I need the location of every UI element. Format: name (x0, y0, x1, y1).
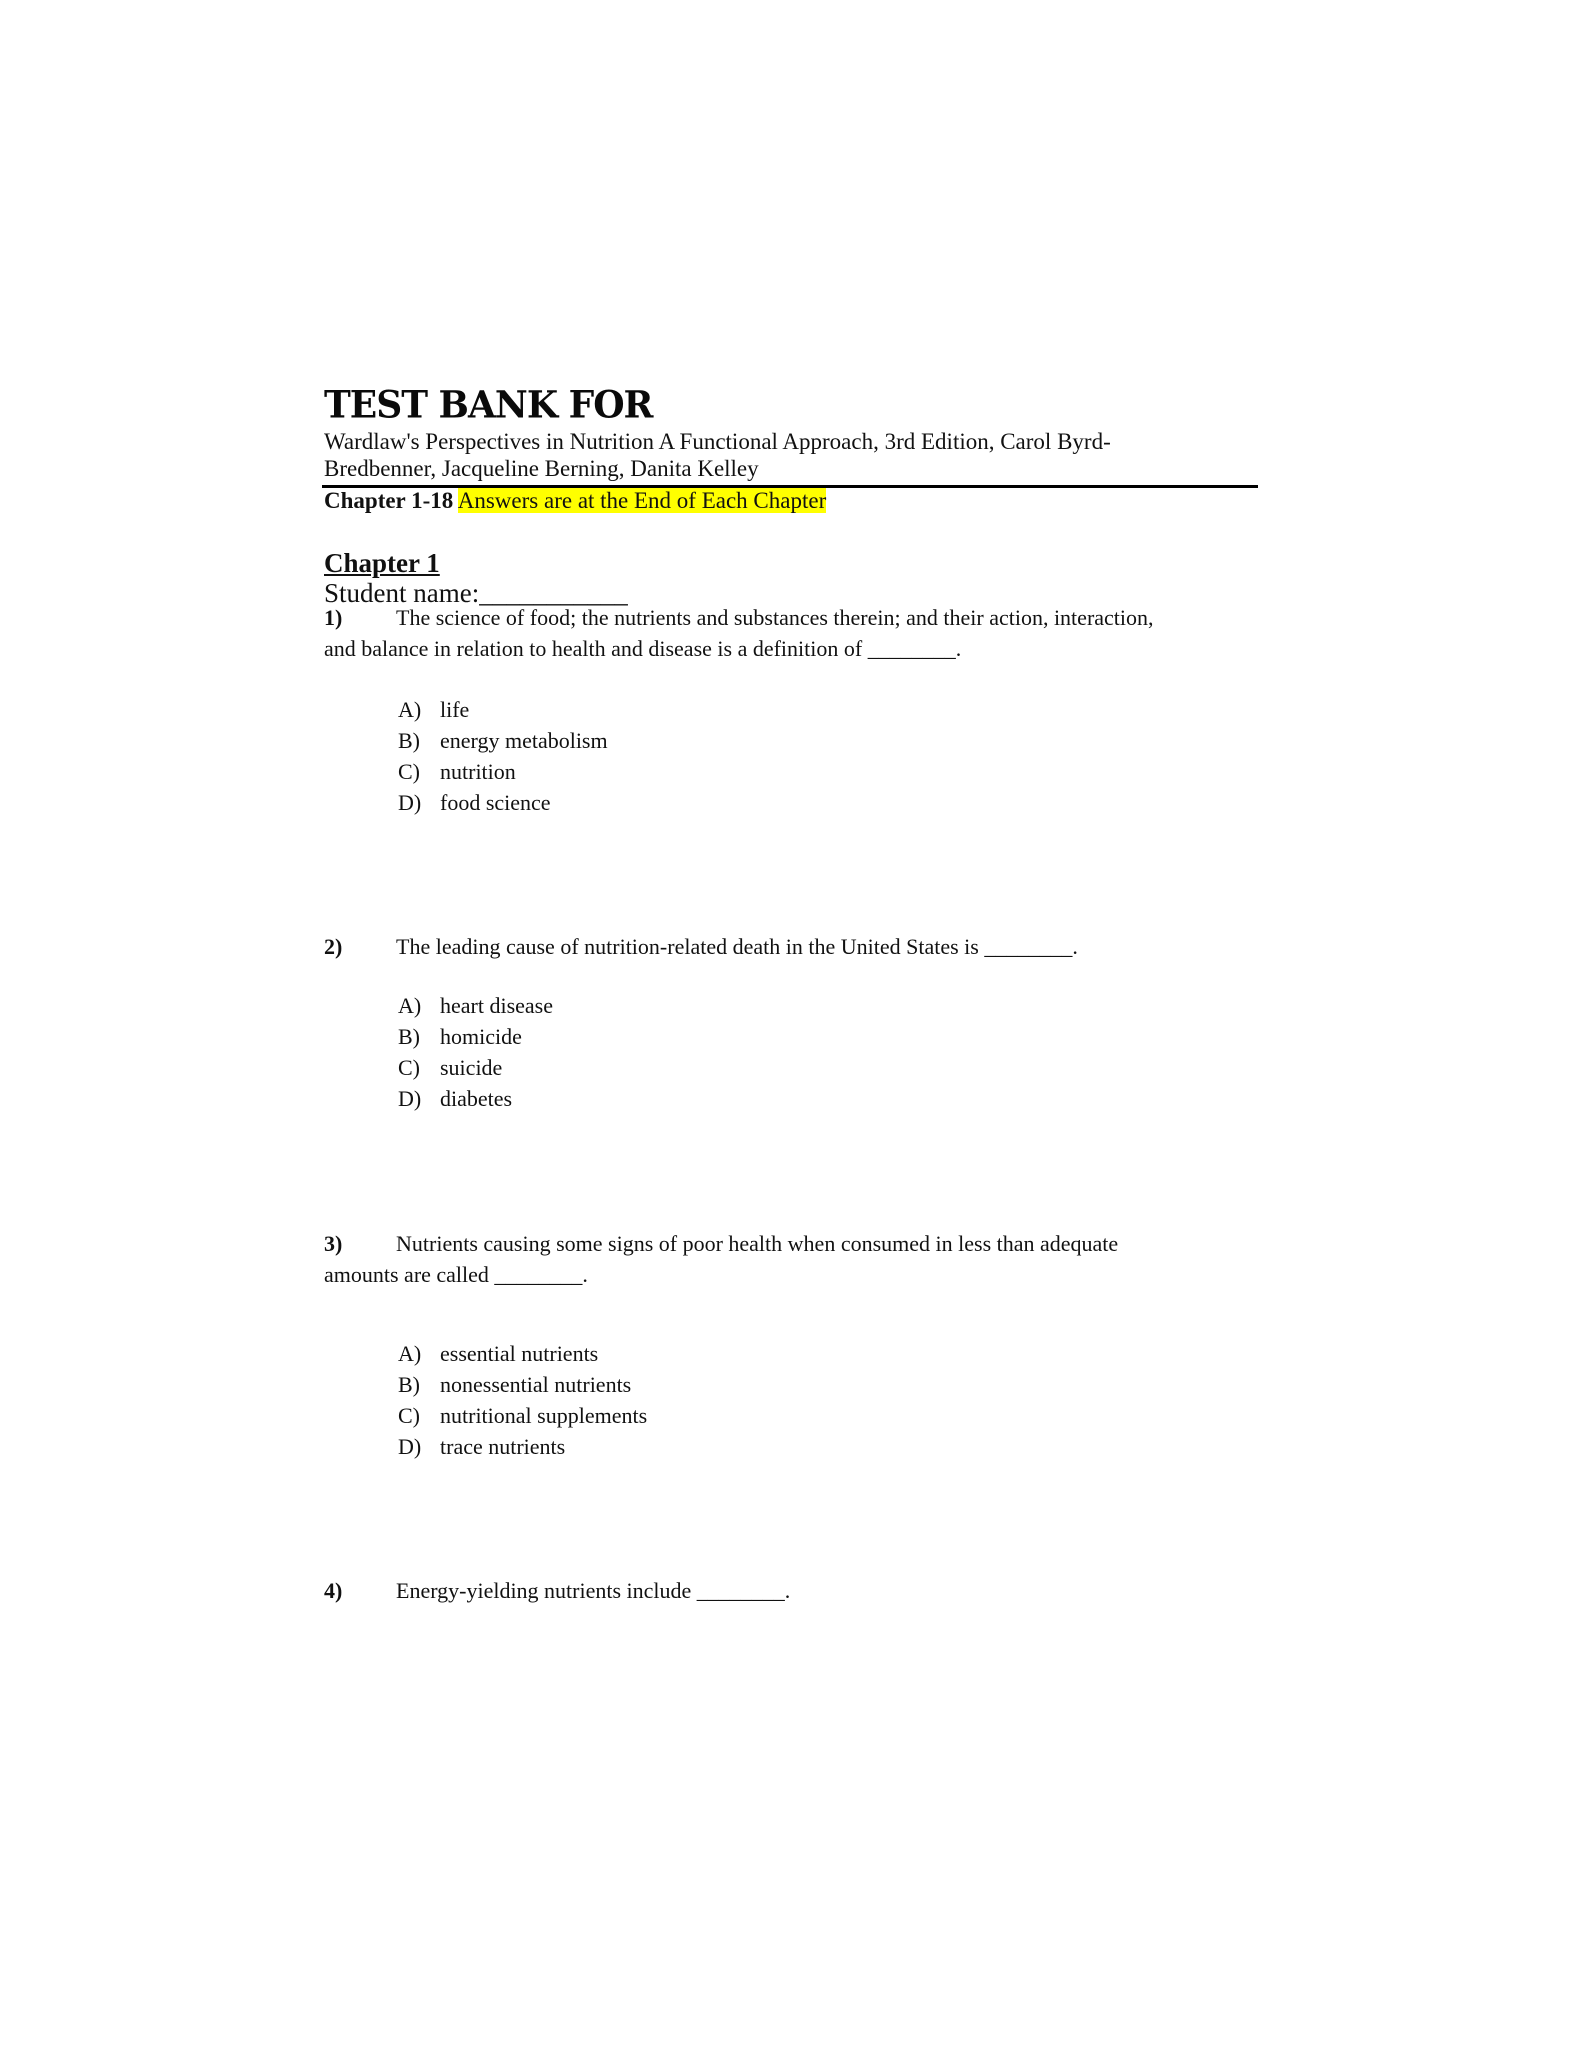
question-number: 4) (324, 1578, 343, 1603)
question-4 (324, 1578, 790, 1604)
student-name-field: Student name:___________ (324, 578, 628, 608)
question-1 (324, 605, 1154, 631)
book-title-line-2: Bredbenner, Jacqueline Berning, Danita Kelley (324, 456, 759, 481)
question-number: 1) (324, 605, 343, 630)
question-text: The science of food; the nutrients and substances therein; and their action, interaction, (396, 605, 1154, 630)
option-c (398, 1403, 647, 1429)
option-text: diabetes (440, 1086, 513, 1111)
option-letter: C) (398, 1055, 420, 1080)
option-letter: A) (398, 993, 422, 1018)
option-c (398, 1055, 502, 1081)
chapters-line (324, 488, 826, 514)
option-b (398, 1372, 631, 1398)
question-1-continued: and balance in relation to health and disease is a definition of ________. (324, 636, 962, 661)
answers-note-highlight: Answers are at the End of Each Chapter (457, 488, 827, 513)
question-text: The leading cause of nutrition-related death in the United States is ________. (396, 934, 1078, 959)
question-number: 2) (324, 934, 343, 959)
option-text: food science (440, 790, 551, 815)
option-letter: C) (398, 1403, 420, 1428)
book-title-line-1: Wardlaw's Perspectives in Nutrition A Functional Approach, 3rd Edition, Carol Byrd- (324, 429, 1111, 454)
option-text: homicide (440, 1024, 522, 1049)
option-letter: D) (398, 1434, 422, 1459)
option-text: life (440, 697, 470, 722)
option-letter: A) (398, 697, 422, 722)
question-text: Nutrients causing some signs of poor health when consumed in less than adequate (396, 1231, 1119, 1256)
question-3 (324, 1231, 1118, 1257)
option-letter: D) (398, 1086, 422, 1111)
option-letter: B) (398, 728, 420, 753)
question-text: Energy-yielding nutrients include ________. (396, 1578, 791, 1603)
option-b (398, 728, 608, 754)
chapter-heading: Chapter 1 (324, 548, 440, 578)
option-letter: A) (398, 1341, 422, 1366)
page-title: TEST BANK FOR (324, 382, 653, 428)
option-text: trace nutrients (440, 1434, 566, 1459)
question-number: 3) (324, 1231, 343, 1256)
option-a (398, 993, 553, 1019)
option-letter: B) (398, 1372, 420, 1397)
option-d (398, 1434, 565, 1460)
option-text: nutritional supplements (440, 1403, 648, 1428)
option-d (398, 790, 551, 816)
option-letter: B) (398, 1024, 420, 1049)
question-2 (324, 934, 1078, 960)
option-text: suicide (440, 1055, 503, 1080)
option-c (398, 759, 516, 785)
option-text: energy metabolism (440, 728, 608, 753)
option-d (398, 1086, 512, 1112)
option-a (398, 1341, 598, 1367)
question-3-continued: amounts are called ________. (324, 1262, 588, 1287)
chapters-range: Chapter 1-18 (324, 488, 454, 513)
option-letter: D) (398, 790, 422, 815)
option-b (398, 1024, 522, 1050)
option-text: essential nutrients (440, 1341, 599, 1366)
option-text: nonessential nutrients (440, 1372, 632, 1397)
option-letter: C) (398, 759, 420, 784)
option-text: heart disease (440, 993, 553, 1018)
option-a (398, 697, 469, 723)
option-text: nutrition (440, 759, 516, 784)
